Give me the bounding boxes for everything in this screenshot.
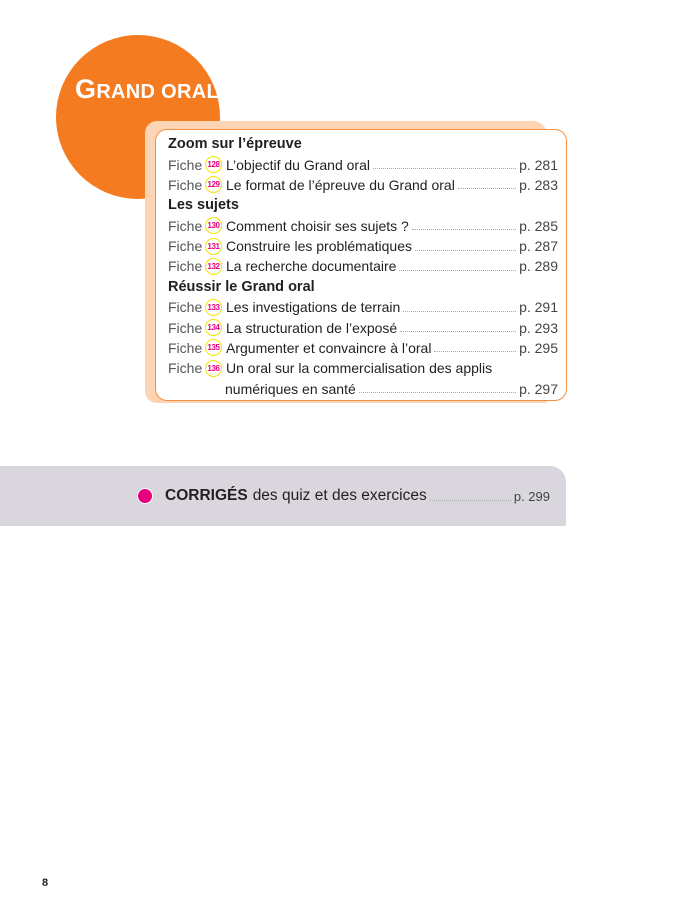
corriges-entry[interactable] <box>165 486 550 506</box>
fiche-number-badge: 134 <box>205 319 222 336</box>
page-number: 8 <box>42 877 49 889</box>
entry-title-line2: numériques en santé <box>225 380 356 397</box>
fiche-number-badge: 130 <box>205 217 222 234</box>
entry-title: Le format de l’épreuve du Grand oral <box>226 176 455 193</box>
toc-entry[interactable] <box>168 297 558 317</box>
entry-page: p. 293 <box>519 319 558 336</box>
corriges-title: des quiz et des exercices <box>252 487 427 504</box>
leader-dots <box>359 392 516 393</box>
entry-title: La structuration de l’exposé <box>226 319 398 336</box>
leader-dots <box>403 311 516 312</box>
toc-entry[interactable] <box>168 256 558 276</box>
leader-dots <box>415 250 516 251</box>
section-heading: Réussir le Grand oral <box>168 278 315 295</box>
entry-page: p. 285 <box>519 217 558 234</box>
entry-page: p. 287 <box>519 238 558 255</box>
entry-page: p. 281 <box>519 156 558 173</box>
toc-entry[interactable] <box>168 216 558 236</box>
fiche-number-badge: 132 <box>205 258 222 275</box>
entry-title: L’objectif du Grand oral <box>226 156 370 173</box>
title-rest: RAND ORAL <box>96 81 220 103</box>
toc-entry[interactable] <box>168 318 558 338</box>
section-heading: Les sujets <box>168 197 239 214</box>
fiche-number-badge: 131 <box>205 238 222 255</box>
entry-title: Comment choisir ses sujets ? <box>226 217 409 234</box>
toc-entry-continuation[interactable] <box>225 379 558 399</box>
leader-dots <box>399 270 516 271</box>
fiche-label: Fiche <box>168 319 203 336</box>
entry-title: Un oral sur la commercialisation des applis <box>226 360 493 377</box>
leader-dots <box>373 168 516 169</box>
toc-entry[interactable] <box>168 338 558 358</box>
fiche-label: Fiche <box>168 176 203 193</box>
fiche-label: Fiche <box>168 238 203 255</box>
fiche-number-badge: 129 <box>205 176 222 193</box>
entry-title: Construire les problématiques <box>226 238 412 255</box>
toc-entry[interactable] <box>168 358 558 378</box>
leader-dots <box>400 331 516 332</box>
fiche-label: Fiche <box>168 156 203 173</box>
toc-entry[interactable] <box>168 175 558 195</box>
leader-dots <box>458 188 516 189</box>
entry-title: Argumenter et convaincre à l’oral <box>226 339 432 356</box>
fiche-label: Fiche <box>168 258 203 275</box>
fiche-number-badge: 136 <box>205 360 222 377</box>
section-title <box>75 74 219 105</box>
entry-page: p. 283 <box>519 176 558 193</box>
fiche-number-badge: 135 <box>205 339 222 356</box>
entry-title: Les investigations de terrain <box>226 299 401 316</box>
fiche-number-badge: 133 <box>205 299 222 316</box>
entry-page: p. 295 <box>519 339 558 356</box>
entry-title: La recherche documentaire <box>226 258 397 275</box>
fiche-label: Fiche <box>168 360 203 377</box>
toc-entry[interactable] <box>168 155 558 175</box>
entry-page: p. 297 <box>519 380 558 397</box>
section-heading: Zoom sur l’épreuve <box>168 136 302 152</box>
fiche-label: Fiche <box>168 217 203 234</box>
fiche-number-badge: 128 <box>205 156 222 173</box>
leader-dots <box>412 229 516 230</box>
title-initial: G <box>75 74 97 104</box>
toc-entry[interactable] <box>168 236 558 256</box>
leader-dots <box>434 351 516 352</box>
entry-page: p. 291 <box>519 299 558 316</box>
bullet-icon <box>137 488 153 504</box>
fiche-label: Fiche <box>168 339 203 356</box>
corriges-bold: CORRIGÉS <box>165 487 248 504</box>
corriges-page: p. 299 <box>513 488 550 504</box>
entry-page: p. 289 <box>519 258 558 275</box>
fiche-label: Fiche <box>168 299 203 316</box>
leader-dots <box>430 500 511 501</box>
